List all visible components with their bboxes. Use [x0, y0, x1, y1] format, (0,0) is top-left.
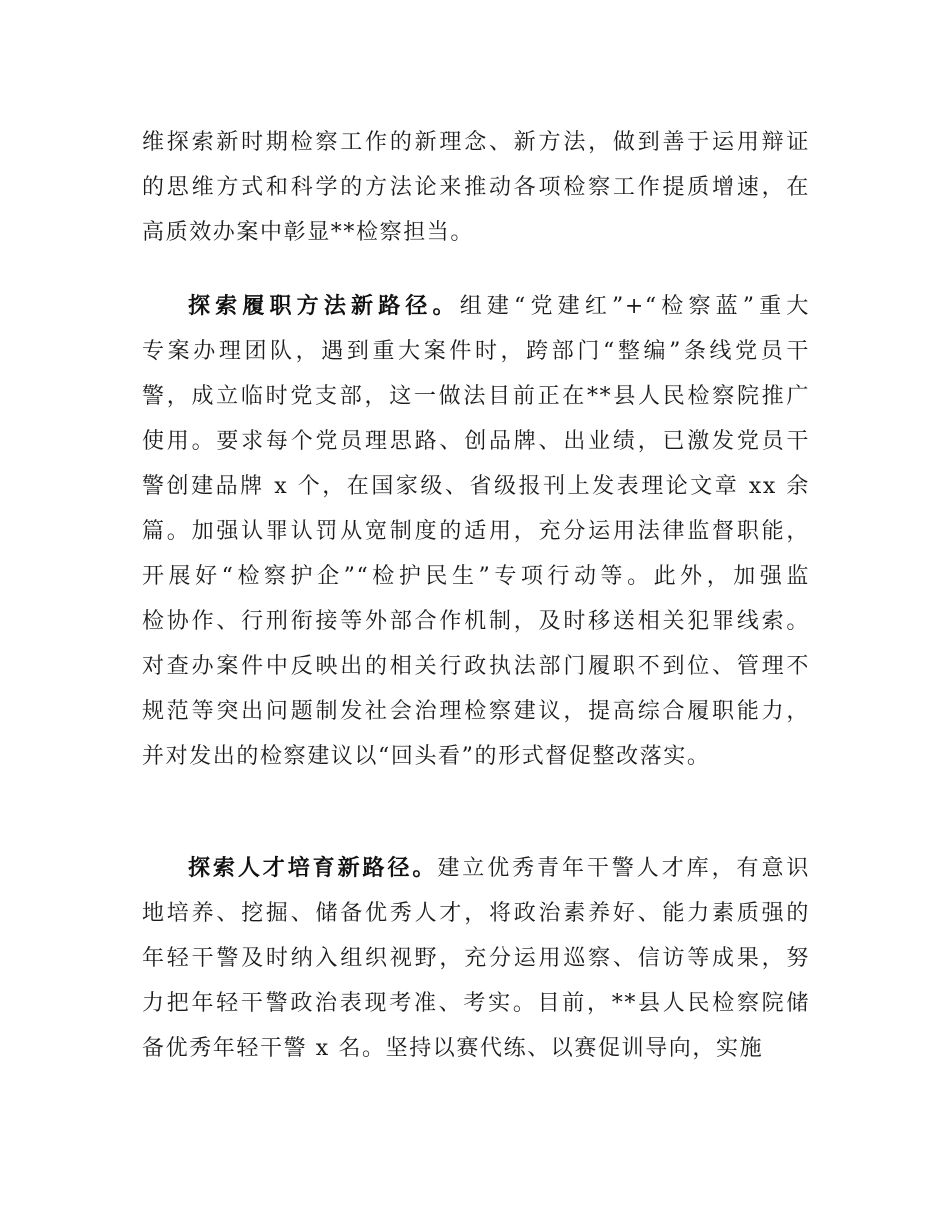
paragraph-2-heading: 探索履职方法新路径。	[188, 294, 460, 319]
paragraph-3-line: 力把年轻干警政治表现考准、考实。目前，**县人民检察院储	[142, 991, 810, 1016]
paragraph-2-line: 篇。加强认罪认罚从宽制度的适用，充分运用法律监督职能，	[142, 519, 810, 544]
paragraph-2-line: 对查办案件中反映出的相关行政执法部门履职不到位、管理不	[142, 654, 810, 679]
paragraph-2-first-line	[142, 284, 810, 329]
paragraph-3	[142, 846, 810, 1071]
paragraph-2-line: 使用。要求每个党员理思路、创品牌、出业绩，已激发党员干	[142, 429, 810, 454]
paragraph-2-line: 警，成立临时党支部，这一做法目前正在**县人民检察院推广	[142, 384, 810, 409]
paragraph-2-line: 警创建品牌 x 个，在国家级、省级报刊上发表理论文章 xx 余	[142, 474, 810, 499]
paragraph-2-line: 规范等突出问题制发社会治理检察建议，提高综合履职能力，	[142, 699, 810, 724]
paragraph-3-first-line-text: 建立优秀青年干警人才库，有意识	[437, 856, 810, 881]
paragraph-2-line: 专案办理团队，遇到重大案件时，跨部门“整编”条线党员干	[142, 339, 810, 364]
paragraph-2-line: 并对发出的检察建议以“回头看”的形式督促整改落实。	[142, 744, 711, 769]
paragraph-1	[142, 120, 810, 255]
paragraph-1-line: 的思维方式和科学的方法论来推动各项检察工作提质增速，在	[142, 175, 810, 200]
paragraph-3-line: 年轻干警及时纳入组织视野，充分运用巡察、信访等成果，努	[142, 946, 810, 971]
paragraph-3-heading: 探索人才培育新路径。	[188, 856, 438, 881]
paragraph-3-first-line	[142, 846, 810, 891]
paragraph-1-line: 维探索新时期检察工作的新理念、新方法，做到善于运用辩证	[142, 130, 810, 155]
paragraph-3-line: 备优秀年轻干警 x 名。坚持以赛代练、以赛促训导向，实施	[142, 1036, 764, 1061]
paragraph-2	[142, 284, 810, 779]
paragraph-1-line: 高质效办案中彰显**检察担当。	[142, 220, 475, 245]
paragraph-2-line: 检协作、行刑衔接等外部合作机制，及时移送相关犯罪线索。	[142, 609, 810, 634]
paragraph-2-line: 开展好“检察护企”“检护民生”专项行动等。此外，加强监	[142, 564, 810, 589]
paragraph-2-first-line-text: 组建“党建红”+“检察蓝”重大	[459, 294, 810, 319]
paragraph-3-line: 地培养、挖掘、储备优秀人才，将政治素养好、能力素质强的	[142, 901, 810, 926]
